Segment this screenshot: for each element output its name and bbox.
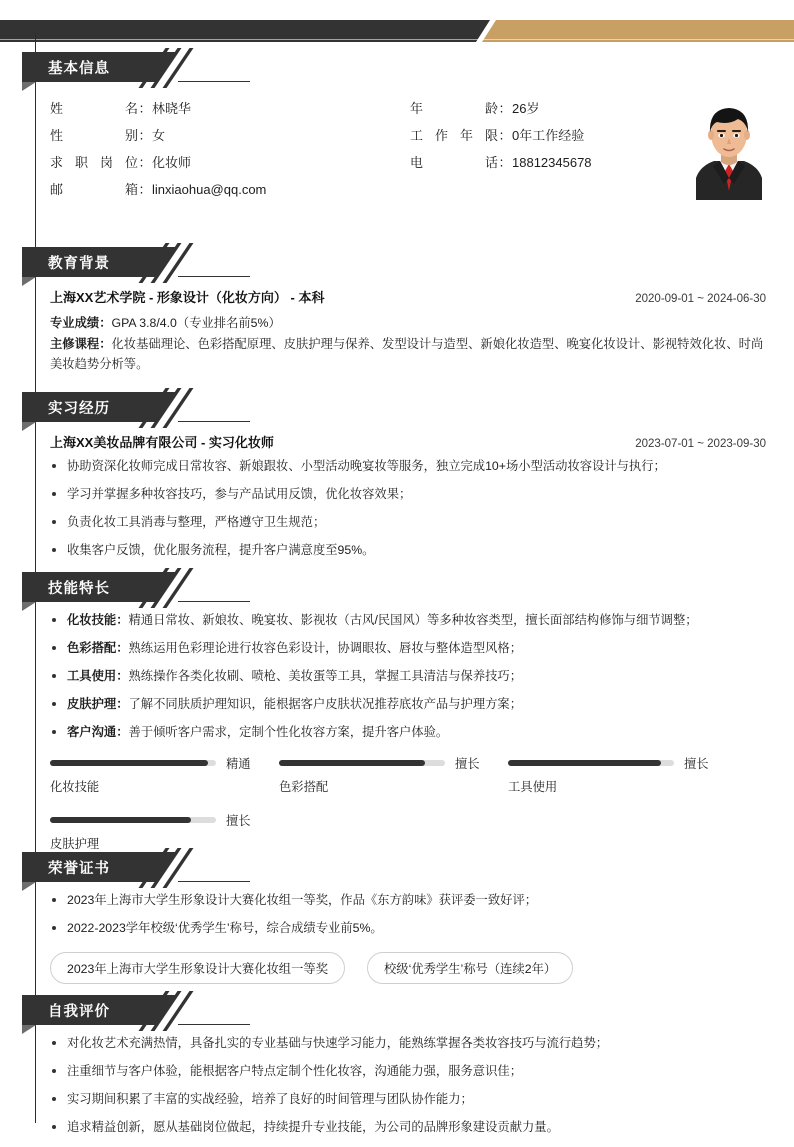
section-body-education <box>0 277 794 374</box>
skill-bar-line <box>508 756 737 770</box>
skill-bar-name: 皮肤护理 <box>50 837 100 851</box>
section-title-skills: 技能特长 <box>48 581 110 597</box>
skill-bar-fill <box>279 760 425 766</box>
info-label-phone: 电话 <box>410 155 498 170</box>
section-rule <box>178 881 250 882</box>
info-separator: ： <box>498 128 512 143</box>
section-header-self-evaluation <box>22 995 272 1025</box>
list-item <box>50 696 766 713</box>
list-item <box>50 612 766 629</box>
info-value-experience: 0年工作经验 <box>512 128 585 143</box>
education-entry-header <box>50 287 766 306</box>
skill-label: 客户沟通： <box>67 725 129 739</box>
skill-text: 熟练操作各类化妆刷、喷枪、美妆蛋等工具，掌握工具清洁与保养技巧； <box>128 669 523 683</box>
top-banner-hairline <box>0 39 794 40</box>
info-label-gender: 性别 <box>50 128 138 143</box>
education-gpa-label: 专业成绩： <box>50 316 112 330</box>
skill-bar-level: 擅长 <box>684 757 709 771</box>
list-item: 2022-2023学年校级‘优秀学生’称号，综合成绩专业前5%。 <box>50 920 766 937</box>
honors-tag-group <box>50 948 766 984</box>
section-title-education: 教育背景 <box>48 256 110 272</box>
section-rule <box>178 276 250 277</box>
skill-bar-fill <box>50 760 208 766</box>
skill-bar-name: 化妆技能 <box>50 780 100 794</box>
skill-bar-item <box>508 756 737 795</box>
list-item: 学习并掌握多种妆容技巧，参与产品试用反馈，优化妆容效果； <box>50 486 766 503</box>
skill-text: 善于倾听客户需求，定制个性化妆容方案，提升客户体验。 <box>128 725 449 739</box>
info-value-gender: 女 <box>152 128 166 143</box>
info-separator: ： <box>138 182 152 197</box>
internship-entry-header <box>50 432 766 451</box>
section-rule <box>178 421 250 422</box>
skill-bar-track <box>50 817 216 823</box>
section-header-internship <box>22 392 272 422</box>
skill-label: 皮肤护理： <box>67 697 129 711</box>
skill-bar-level: 擅长 <box>455 757 480 771</box>
section-self-evaluation <box>0 995 794 1147</box>
list-item <box>50 724 766 741</box>
internship-date-range: 2023-07-01 ~ 2023-09-30 <box>635 438 766 450</box>
skill-text: 了解不同肤质护理知识，能根据客户皮肤状况推荐底妆产品与护理方案； <box>128 697 523 711</box>
info-row-experience <box>410 125 670 152</box>
section-body-basic-info <box>0 82 794 206</box>
skill-bar-line <box>50 813 279 827</box>
skill-text: 熟练运用色彩理论进行妆容色彩设计，协调眼妆、唇妆与整体造型风格； <box>128 641 523 655</box>
section-body-skills <box>0 602 794 870</box>
info-label-email: 邮箱 <box>50 182 138 197</box>
section-rule <box>178 601 250 602</box>
list-item <box>50 668 766 685</box>
info-separator: ： <box>498 101 512 116</box>
section-body-honors <box>0 882 794 984</box>
section-rule <box>178 1024 250 1025</box>
info-separator: ： <box>138 128 152 143</box>
skill-bar-name: 色彩搭配 <box>279 780 329 794</box>
section-basic-info <box>0 52 794 206</box>
honor-tag[interactable]: 校级‘优秀学生’称号（连续2年） <box>367 952 573 984</box>
skill-label: 色彩搭配： <box>67 641 129 655</box>
list-item: 收集客户反馈，优化服务流程，提升客户满意度至95%。 <box>50 542 766 559</box>
skill-bar-track <box>50 760 216 766</box>
skill-bar-fill <box>508 760 661 766</box>
top-banner-decoration <box>0 20 794 42</box>
section-body-internship <box>0 422 794 559</box>
list-item: 对化妆艺术充满热情，具备扎实的专业基础与快速学习能力，能熟练掌握各类妆容技巧与流行趋势； <box>50 1035 766 1052</box>
skill-text: 精通日常妆、新娘妆、晚宴妆、影视妆（古风/民国风）等多种妆容类型，擅长面部结构修饰与细节调整； <box>128 613 698 627</box>
skill-bar-item <box>279 756 508 795</box>
skill-label: 化妆技能： <box>67 613 129 627</box>
section-honors <box>0 852 794 984</box>
section-body-self-evaluation <box>0 1025 794 1136</box>
education-courses-label: 主修课程： <box>50 337 112 351</box>
avatar <box>686 92 772 200</box>
section-rule <box>178 81 250 82</box>
info-value-position: 化妆师 <box>152 155 192 170</box>
education-courses-value: 化妆基础理论、色彩搭配原理、皮肤护理与保养、发型设计与造型、新娘化妆造型、晚宴化妆设计、影视特效化妆、时尚美妆趋势分析等。 <box>50 337 764 371</box>
skill-bar-item <box>50 756 279 795</box>
skill-bar-track <box>508 760 674 766</box>
section-stripes-decoration <box>134 852 196 882</box>
skill-label: 工具使用： <box>67 669 129 683</box>
list-item: 2023年上海市大学生形象设计大赛化妆组一等奖，作品《东方韵味》获评委一致好评； <box>50 892 766 909</box>
skill-bar-name: 工具使用 <box>508 780 558 794</box>
info-separator: ： <box>138 101 152 116</box>
education-gpa-row <box>50 313 766 333</box>
skill-bar-fill <box>50 817 191 823</box>
info-label-experience: 工作年限 <box>410 128 498 143</box>
info-label-name: 姓名 <box>50 101 138 116</box>
internship-company-line: 上海XX美妆品牌有限公司 - 实习化妆师 <box>50 435 274 450</box>
list-item: 负责化妆工具消毒与整理，严格遵守卫生规范； <box>50 514 766 531</box>
education-school-line: 上海XX艺术学院 - 形象设计（化妆方向） - 本科 <box>50 290 325 305</box>
basic-info-column-left <box>50 98 410 206</box>
info-row-gender <box>50 125 410 152</box>
skill-bar-item <box>50 813 279 852</box>
section-stripes-decoration <box>134 572 196 602</box>
skill-bar-level: 精通 <box>226 757 251 771</box>
honor-tag[interactable]: 2023年上海市大学生形象设计大赛化妆组一等奖 <box>50 952 345 984</box>
skill-bar-line <box>50 756 279 770</box>
info-row-phone <box>410 152 670 179</box>
skill-bar-level: 擅长 <box>226 814 251 828</box>
info-label-age: 年龄 <box>410 101 498 116</box>
section-title-basic-info: 基本信息 <box>48 61 110 77</box>
info-row-name <box>50 98 410 125</box>
list-item: 注重细节与客户体验，能根据客户特点定制个性化妆容，沟通能力强，服务意识佳； <box>50 1063 766 1080</box>
info-row-position <box>50 152 410 179</box>
info-label-position: 求职岗位 <box>50 155 138 170</box>
section-header-education <box>22 247 272 277</box>
section-title-honors: 荣誉证书 <box>48 861 110 877</box>
section-skills <box>0 572 794 870</box>
section-header-skills <box>22 572 272 602</box>
section-stripes-decoration <box>134 247 196 277</box>
section-header-honors <box>22 852 272 882</box>
skills-bullet-list <box>50 612 766 741</box>
section-stripes-decoration <box>134 995 196 1025</box>
internship-bullet-list <box>50 458 766 559</box>
info-value-age: 26岁 <box>512 101 540 116</box>
section-title-self-evaluation: 自我评价 <box>48 1004 110 1020</box>
honors-bullet-list <box>50 892 766 937</box>
info-row-email <box>50 179 410 206</box>
info-value-name: 林晓华 <box>152 101 192 116</box>
section-education <box>0 247 794 375</box>
list-item: 协助资深化妆师完成日常妆容、新娘跟妆、小型活动晚宴妆等服务，独立完成10+场小型活动妆容设计与执行； <box>50 458 766 475</box>
info-separator: ： <box>138 155 152 170</box>
info-value-email: linxiaohua@qq.com <box>152 182 267 197</box>
list-item: 实习期间积累了丰富的实战经验，培养了良好的时间管理与团队协作能力； <box>50 1091 766 1108</box>
education-courses-row <box>50 334 766 374</box>
education-date-range: 2020-09-01 ~ 2024-06-30 <box>635 293 766 305</box>
section-internship <box>0 392 794 570</box>
section-header-basic-info <box>22 52 272 82</box>
basic-info-column-right <box>410 98 670 206</box>
section-stripes-decoration <box>134 392 196 422</box>
skill-bar-line <box>279 756 508 770</box>
info-separator: ： <box>498 155 512 170</box>
list-item: 追求精益创新，愿从基础岗位做起，持续提升专业技能，为公司的品牌形象建设贡献力量。 <box>50 1119 766 1136</box>
self-evaluation-bullet-list <box>50 1035 766 1136</box>
skill-bar-track <box>279 760 445 766</box>
section-stripes-decoration <box>134 52 196 82</box>
info-row-age <box>410 98 670 125</box>
education-gpa-value: GPA 3.8/4.0（专业排名前5%） <box>111 316 281 330</box>
list-item <box>50 640 766 657</box>
section-title-internship: 实习经历 <box>48 401 110 417</box>
info-value-phone: 18812345678 <box>512 155 592 170</box>
basic-info-grid <box>50 92 766 206</box>
